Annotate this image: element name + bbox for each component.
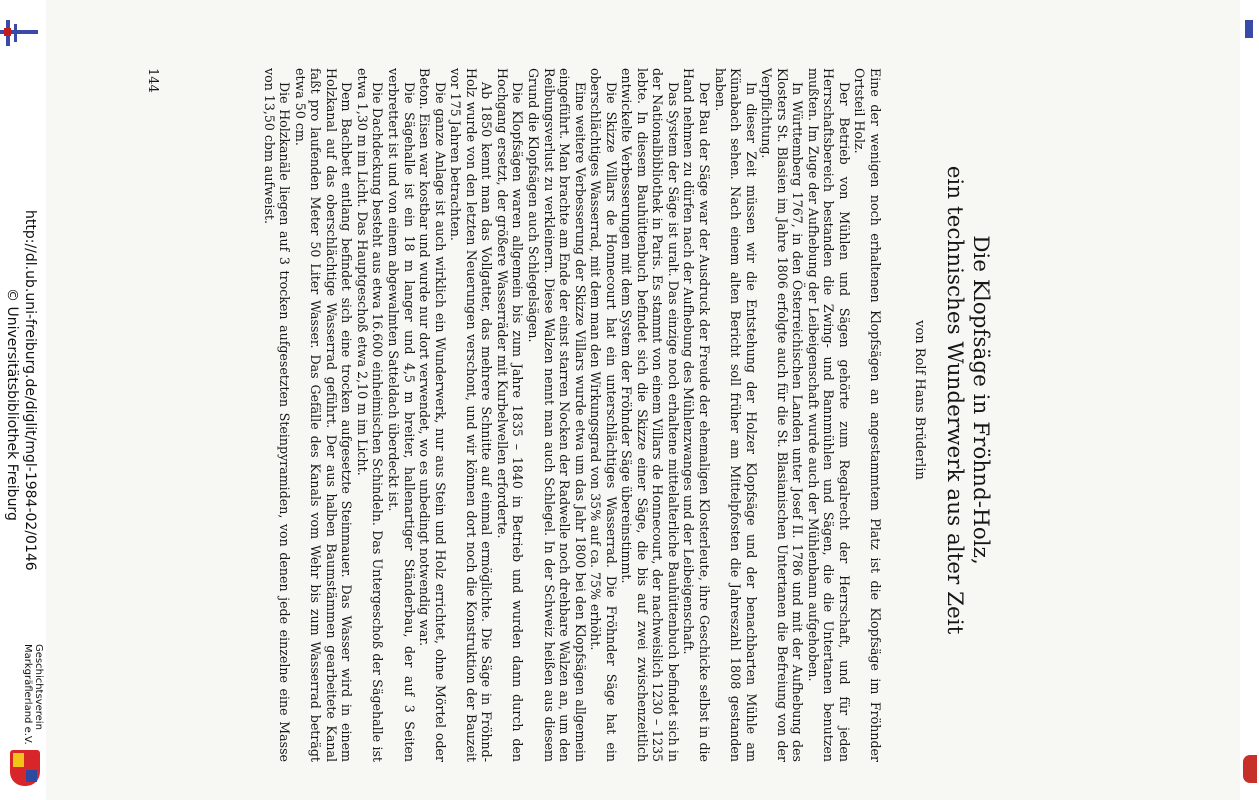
- paragraph: Die Sägehalle ist ein 18 m langer und 4,5 m breiter, hallenartiger Ständerbau, der auf 3 Seiten verbrettert ist und von einem abgewalmten Satteldach überdeckt ist.: [386, 68, 417, 762]
- page-number: 144: [145, 68, 160, 93]
- paragraph: Die Holzkanäle liegen auf 3 trocken aufgesetzten Steinpyramiden, von denen jede einzelne eine Masse von 13,50 cbm aufweist.: [261, 68, 293, 762]
- article-body: [261, 68, 883, 762]
- copyright-notice: © Universitätsbibliothek Freiburg: [4, 288, 20, 521]
- paragraph: Die Klopfsägen waren allgemein bis zum Jahre 1835 – 1840 in Betrieb und wurden dann durch den Hochgang ersetzt, der größere Wasserräder mit Kurbelwellen erforderte.: [494, 68, 526, 762]
- paragraph: Der Bau der Säge war der Ausdruck der Freude der ehemaligen Klosterleute, ihre Geschicke selbst in die Hand nehmen zu dürfen nach der Aufhebung des Mühlenzwanges und der Leibeigenschaft.: [681, 68, 712, 762]
- flag-fragment-icon: [1245, 20, 1253, 38]
- coat-of-arms-icon: [10, 750, 40, 792]
- rotated-article: [145, 0, 1001, 800]
- society-name-line2: Markgräflerland e.V.: [22, 644, 33, 745]
- paragraph: Eine der wenigen noch erhaltenen Klopfsägen an angestammtem Platz ist die Klopfsäge im Fröhnder Ortsteil Holz.: [852, 68, 883, 762]
- society-name-line1: Geschichtsverein: [33, 644, 44, 730]
- article-title-line1: Die Klopfsäge in Fröhnd-Holz,: [968, 235, 993, 565]
- document-url[interactable]: http://dl.ub.uni-freiburg.de/diglit/mgl-1984-02/0146: [22, 210, 38, 571]
- society-flag-icon: [0, 18, 38, 48]
- coat-fragment-icon: [1243, 755, 1257, 783]
- paragraph: Ab 1850 kennt man das Vollgatter, das mehrere Schnitte auf einmal ermöglichte. Die Säge in Fröhnd-Holz wurde von den letzten Neuerungen verschont, und wir können dort noch die Konstruktion der Bauzeit vor 175 Jahren betrachten.: [448, 68, 495, 762]
- article-title-line2: ein technisches Wunderwerk aus alter Zeit: [942, 165, 967, 635]
- paragraph: Dem Bachbett entlang befindet sich eine trocken aufgesetzte Steinmauer. Das Wasser wird in einem Holzkanal auf das oberschlächtige Wasserrad geführt. Der aus halben Baumstämmen gearbeitete Kanal faßt pro laufenden Meter 50 Liter Wasser. Das Gefälle des Kanals vom Wehr bis zum Wasserrad beträgt etwa 50 cm.: [292, 68, 355, 762]
- paragraph: Der Betrieb von Mühlen und Sägen gehörte zum Regalrecht der Herrschaft, und für jeden Herrschaftsbereich bestanden die Zwing- und Bannmühlen und Sägen, die die Untertanen benutzen mußten. Im Zuge der Aufhebung der Leibeigenschaft wurde auch der Mühlenbann aufgehoben.: [805, 68, 852, 762]
- paragraph: In Württemberg 1767, in den Österreichischen Landen unter Josef II. 1786 und mit der Aufhebung des Klosters St. Blasien im Jahre 1806 erfolgte auch für die St. Blasianischen Untertanen die Befreiung von der Verpflichtung.: [759, 68, 806, 762]
- viewer-right-strip: [1240, 0, 1259, 800]
- paragraph: In dieser Zeit müssen wir die Entstehung der Holzer Klopfsäge und der benachbarten Mühle am Künabach sehen. Nach einem alten Bericht soll früher am Mittelpfosten die Jahreszahl 1808 gestanden haben.: [712, 68, 759, 762]
- article-byline: von Rolf Hans Brüderlin: [912, 320, 927, 480]
- paragraph: Das System der Säge ist uralt. Das einzige noch erhaltene mittelalterliche Bauhüttenbuch befindet sich in der Nationalbibliothek in Paris. Es stammt von einem Villars de Honnecourt, der nachweislich 1230 – 1235 lebte. In diesem Bauhüttenbuch befindet sich die Skizze einer Säge, die bis auf zwei zwischenzeitlich entwickelte Verbesserungen mit dem System der Fröhnder Säge übereinstimmt.: [619, 68, 681, 762]
- paragraph: Die Dachdeckung besteht aus etwa 16.600 einheimischen Schindeln. Das Untergeschoß der Sägehalle ist etwa 1,30 m im Licht. Das Hauptgeschoß etwa 2,10 m im Licht.: [354, 68, 386, 762]
- paragraph: Die Skizze Villars de Honnecourt hat ein unterschlächtiges Wasserrad. Die Fröhnder Säge hat ein oberschlächtiges Wasserrad, mit dem man den Wirkungsgrad von 35% auf ca. 75% erhöht.: [588, 68, 619, 762]
- viewer-left-strip: [0, 0, 46, 800]
- paragraph: Eine weitere Verbesserung der Skizze Villars wurde etwa um das Jahr 1800 bei den Klopfsägen allgemein eingeführt. Man brachte am Ende der einst starren Nocken der Radwelle noch drehbare Walzen an, um den Reibungsverlust zu verkleinern. Diese Walzen nennt man auch Schlegel. In der Schweiz heißen aus diesem Grund die Klopfsägen auch Schlegelsägen.: [525, 68, 588, 762]
- paragraph: Die ganze Anlage ist auch wirklich ein Wunderwerk, nur aus Stein und Holz errichtet, ohne Mörtel oder Beton. Eisen war kostbar und wurde nur dort verwendet, wo es unbedingt notwendig war.: [417, 68, 448, 762]
